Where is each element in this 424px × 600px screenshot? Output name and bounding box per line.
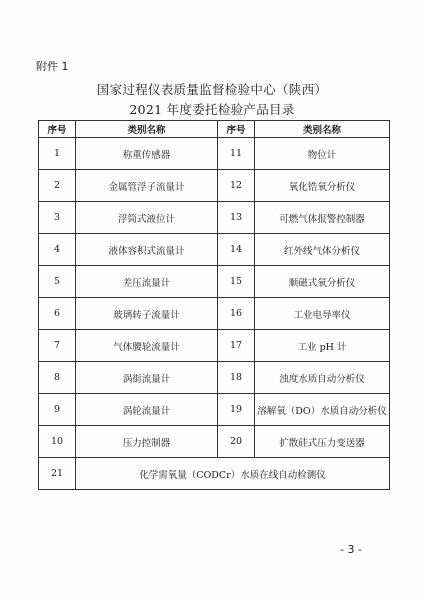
category-cell: 涡街流量计	[76, 362, 218, 394]
table-row	[39, 362, 390, 394]
table-row	[39, 298, 390, 330]
document-subtitle: 2021 年度委托检验产品目录	[129, 102, 295, 117]
category-cell: 液体容积式流量计	[76, 234, 218, 266]
category-cell: 压力控制器	[76, 426, 218, 458]
serial-cell: 17	[218, 330, 255, 362]
serial-cell: 14	[218, 234, 255, 266]
serial-cell: 15	[218, 266, 255, 298]
product-catalog-table	[38, 120, 390, 490]
category-cell: 可燃气体报警控制器	[255, 202, 390, 234]
category-cell: 玻璃转子流量计	[76, 298, 218, 330]
serial-cell: 18	[218, 362, 255, 394]
serial-cell: 20	[218, 426, 255, 458]
table-row	[39, 426, 390, 458]
serial-cell: 10	[39, 426, 76, 458]
serial-cell: 12	[218, 170, 255, 202]
category-cell: 物位计	[255, 138, 390, 170]
attachment-label: 附件 1	[36, 60, 69, 73]
table-row	[39, 138, 390, 170]
serial-cell: 13	[218, 202, 255, 234]
category-cell: 浮筒式液位计	[76, 202, 218, 234]
table-header-row	[39, 121, 390, 138]
document-title: 国家过程仪表质量监督检验中心（陕西）	[96, 82, 328, 97]
serial-cell: 21	[39, 458, 76, 490]
category-cell: 扩散硅式压力变送器	[255, 426, 390, 458]
serial-cell: 4	[39, 234, 76, 266]
category-cell: 气体腰轮流量计	[76, 330, 218, 362]
category-cell: 金属管浮子流量计	[76, 170, 218, 202]
serial-cell: 7	[39, 330, 76, 362]
category-cell: 顺磁式氧分析仪	[255, 266, 390, 298]
header-serial-right: 序号	[218, 121, 255, 138]
serial-cell: 9	[39, 394, 76, 426]
table-row-merged	[39, 458, 390, 490]
category-cell: 浊度水质自动分析仪	[255, 362, 390, 394]
category-cell: 溶解氧（DO）水质自动分析仪	[255, 394, 390, 426]
header-category-right: 类别名称	[255, 121, 390, 138]
table-row	[39, 202, 390, 234]
category-cell: 氧化锆氧分析仪	[255, 170, 390, 202]
serial-cell: 11	[218, 138, 255, 170]
category-cell-merged: 化学需氧量（CODCr）水质在线自动检测仪	[76, 458, 390, 490]
serial-cell: 5	[39, 266, 76, 298]
serial-cell: 16	[218, 298, 255, 330]
table-row	[39, 266, 390, 298]
category-cell: 红外线气体分析仪	[255, 234, 390, 266]
table-row	[39, 394, 390, 426]
table-body	[39, 138, 390, 490]
serial-cell: 8	[39, 362, 76, 394]
header-category-left: 类别名称	[76, 121, 218, 138]
header-serial-left: 序号	[39, 121, 76, 138]
serial-cell: 1	[39, 138, 76, 170]
serial-cell: 6	[39, 298, 76, 330]
category-cell: 工业电导率仪	[255, 298, 390, 330]
table-row	[39, 170, 390, 202]
serial-cell: 19	[218, 394, 255, 426]
table-row	[39, 330, 390, 362]
category-cell: 涡轮流量计	[76, 394, 218, 426]
category-cell: 称重传感器	[76, 138, 218, 170]
serial-cell: 3	[39, 202, 76, 234]
category-cell: 工业 pH 计	[255, 330, 390, 362]
category-cell: 差压流量计	[76, 266, 218, 298]
table-row	[39, 234, 390, 266]
serial-cell: 2	[39, 170, 76, 202]
page-number: - 3 -	[340, 543, 362, 556]
